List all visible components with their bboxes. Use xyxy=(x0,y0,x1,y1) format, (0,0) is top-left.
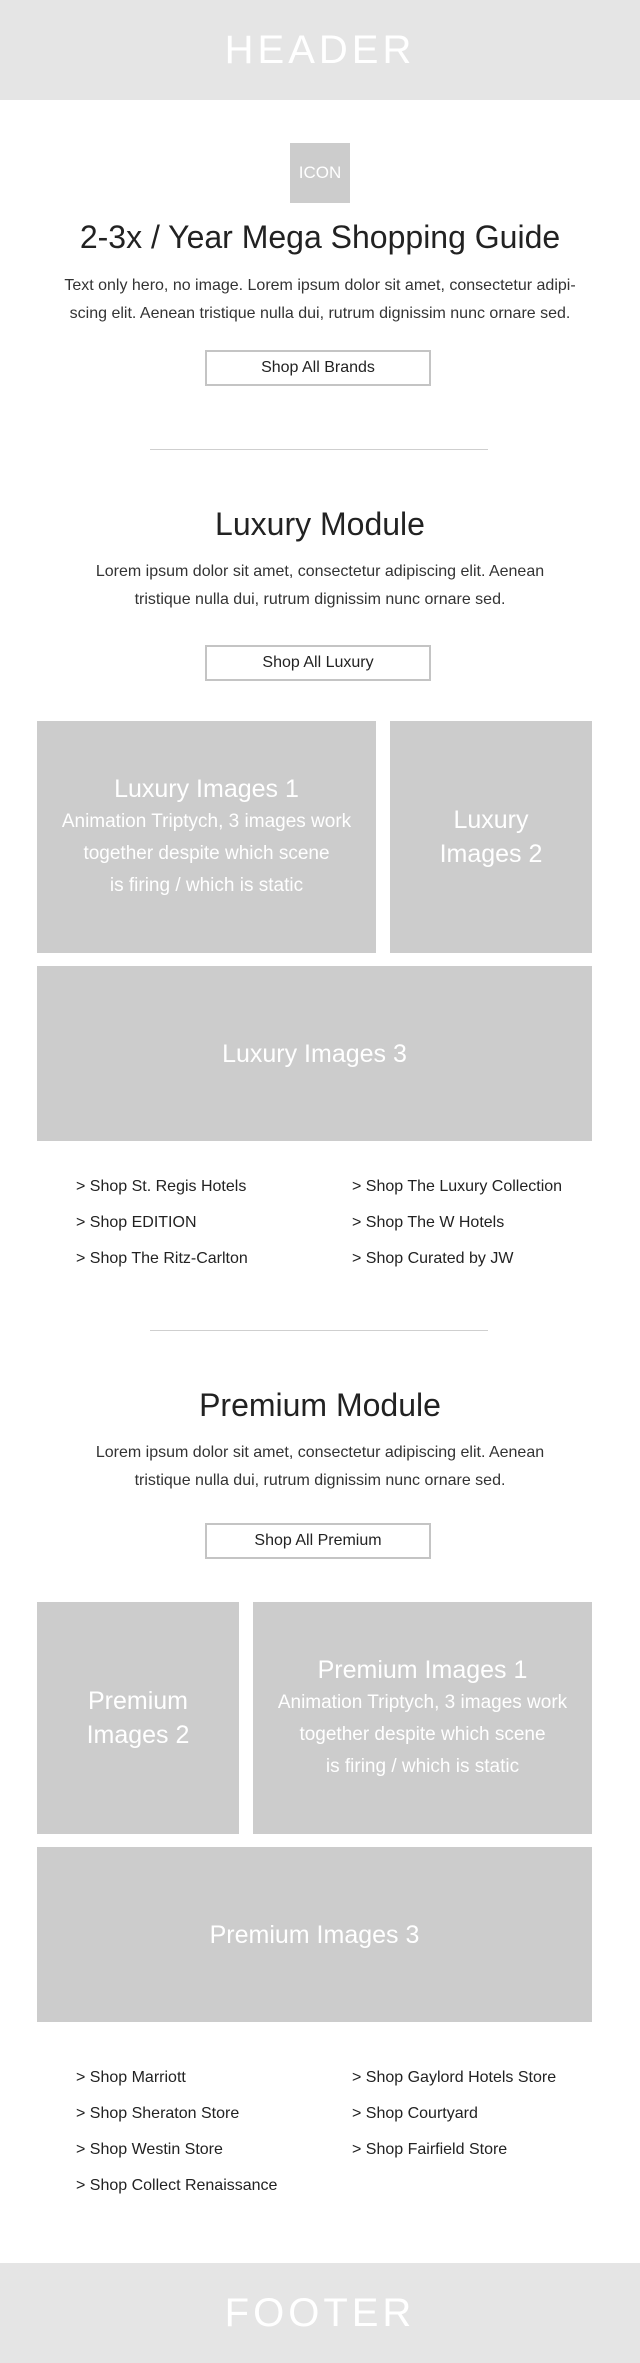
premium-images-2-line-2: Images 2 xyxy=(86,1721,190,1749)
shop-all-premium-button[interactable]: Shop All Premium xyxy=(205,1523,431,1559)
hero-text-line-1: Text only hero, no image. Lorem ipsum dolor sit amet, consectetur adipi- xyxy=(64,277,576,294)
link-ritz-carlton[interactable]: > Shop The Ritz-Carlton xyxy=(76,1250,248,1267)
luxury-text-line-2: tristique nulla dui, rutrum dignissim nunc ornare sed. xyxy=(134,591,506,608)
premium-images-2[interactable] xyxy=(37,1602,239,1834)
footer-banner xyxy=(0,2263,640,2363)
luxury-module-title: Luxury Module xyxy=(215,506,425,542)
luxury-images-3-title: Luxury Images 3 xyxy=(222,1039,407,1068)
link-st-regis[interactable]: > Shop St. Regis Hotels xyxy=(76,1178,247,1195)
premium-module-text xyxy=(0,1439,640,1495)
hero-icon-label: ICON xyxy=(298,163,342,182)
luxury-images-2-line-2: Images 2 xyxy=(439,840,543,868)
premium-images-1-line-3: is firing / which is static xyxy=(325,1756,520,1777)
premium-text-line-2: tristique nulla dui, rutrum dignissim nunc ornare sed. xyxy=(134,1472,506,1489)
premium-images-1-line-2: together despite which scene xyxy=(299,1724,546,1745)
link-gaylord-hotels-store[interactable]: > Shop Gaylord Hotels Store xyxy=(352,2069,557,2086)
divider xyxy=(150,449,488,450)
link-courtyard[interactable]: > Shop Courtyard xyxy=(352,2105,478,2122)
hero-icon xyxy=(290,143,350,203)
header-label: HEADER xyxy=(224,27,416,72)
luxury-images-3[interactable] xyxy=(37,966,592,1141)
luxury-images-1-line-1: Animation Triptych, 3 images work xyxy=(61,811,352,832)
shop-all-brands-button[interactable]: Shop All Brands xyxy=(205,350,431,386)
link-collect-renaissance[interactable]: > Shop Collect Renaissance xyxy=(76,2177,278,2194)
luxury-images-1-line-3: is firing / which is static xyxy=(109,875,304,896)
link-edition[interactable]: > Shop EDITION xyxy=(76,1214,197,1231)
hero-title: 2-3x / Year Mega Shopping Guide xyxy=(79,219,561,255)
premium-images-2-line-1: Premium xyxy=(87,1687,188,1715)
luxury-images-2[interactable] xyxy=(390,721,592,953)
header-banner xyxy=(0,0,640,100)
premium-images-1-line-1: Animation Triptych, 3 images work xyxy=(277,1692,568,1713)
luxury-text-line-1: Lorem ipsum dolor sit amet, consectetur adipiscing elit. Aenean xyxy=(95,563,545,580)
link-sheraton-store[interactable]: > Shop Sheraton Store xyxy=(76,2105,240,2122)
luxury-images-1-title: Luxury Images 1 xyxy=(114,775,299,803)
hero-text-line-2: scing elit. Aenean tristique nulla dui, rutrum dignissim nunc ornare sed. xyxy=(69,305,571,322)
premium-text-line-1: Lorem ipsum dolor sit amet, consectetur adipiscing elit. Aenean xyxy=(95,1444,545,1461)
luxury-images-2-line-1: Luxury xyxy=(453,806,529,834)
premium-module-title: Premium Module xyxy=(199,1387,441,1423)
link-curated-by-jw[interactable]: > Shop Curated by JW xyxy=(352,1250,514,1267)
luxury-images-1[interactable] xyxy=(37,721,376,953)
premium-images-3-title: Premium Images 3 xyxy=(209,1920,420,1949)
link-luxury-collection[interactable]: > Shop The Luxury Collection xyxy=(352,1178,563,1195)
footer-label: FOOTER xyxy=(224,2290,416,2335)
premium-images-1[interactable] xyxy=(253,1602,592,1834)
link-fairfield-store[interactable]: > Shop Fairfield Store xyxy=(352,2141,508,2158)
shop-all-luxury-button[interactable]: Shop All Luxury xyxy=(205,645,431,681)
hero-text xyxy=(0,272,640,328)
premium-images-1-title: Premium Images 1 xyxy=(317,1656,528,1684)
link-w-hotels[interactable]: > Shop The W Hotels xyxy=(352,1214,505,1231)
link-westin-store[interactable]: > Shop Westin Store xyxy=(76,2141,223,2158)
link-marriott[interactable]: > Shop Marriott xyxy=(76,2069,186,2086)
premium-images-3[interactable] xyxy=(37,1847,592,2022)
luxury-module-text xyxy=(0,558,640,614)
luxury-images-1-line-2: together despite which scene xyxy=(83,843,330,864)
divider xyxy=(150,1330,488,1331)
